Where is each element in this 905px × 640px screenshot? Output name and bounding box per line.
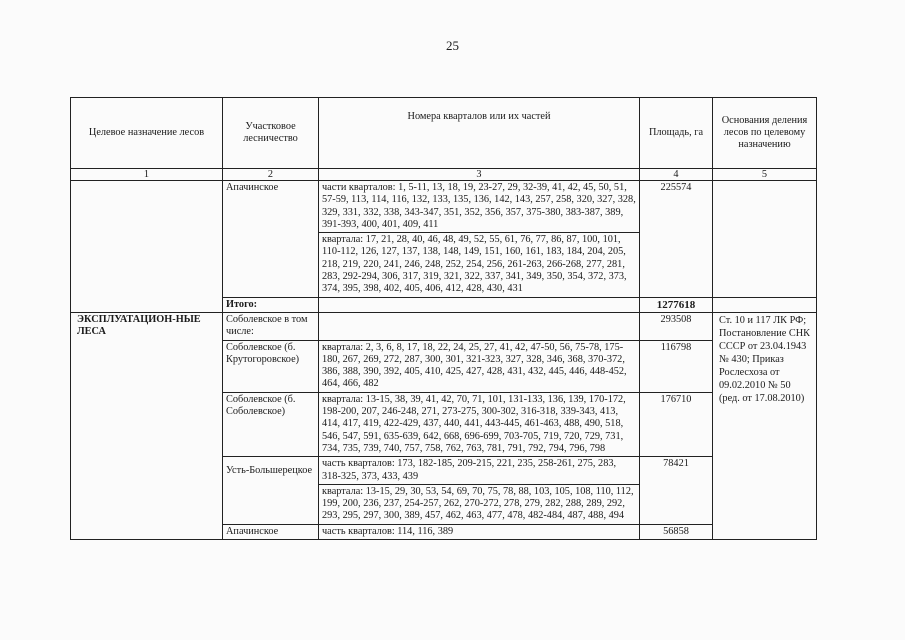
quarters-cell: квартала: 2, 3, 6, 8, 17, 18, 22, 24, 25, 27, 41, 42, 47-50, 56, 75-78, 175-180, 267, 269, 272, 287, 300, 301, 321-323, 327, 328, 346, 368, 370-372, 386, 388, 390, 392, 405, 410, 425, 427, 428, 431, 432, 445, 446, 448-452, 464, 466, 482 [319,340,640,392]
district-cell: Соболевское (б. Крутогоровское) [223,340,319,392]
area-cell: 56858 [640,524,713,539]
header-purpose: Целевое назначение лесов [71,98,223,169]
area-cell: 293508 [640,312,713,340]
quarters-cell: части кварталов: 1, 5-11, 13, 18, 19, 23-27, 29, 32-39, 41, 42, 45, 50, 51, 57-59, 113, 114, 116, 132, 133, 135, 136, 142, 143, 257, 258, 320, 327, 328, 329, 331, 332, 338, 343-347, 351, 352, 356, 357, 375-380, 383-387, 389, 391-393, 400, 401, 409, 411 [319,181,640,233]
column-number: 4 [640,169,713,181]
quarters-cell: квартала: 13-15, 29, 30, 53, 54, 69, 70, 75, 78, 88, 103, 105, 108, 110, 112, 199, 200, 236, 237, 254-257, 262, 270-272, 278, 279, 282, 288, 289, 292, 293, 295, 297, 300, 389, 457, 462, 463, 477, 478, 482-484, 487, 488, 494 [319,484,640,524]
basis-cell: Ст. 10 и 117 ЛК РФ; Постановление СНК СССР от 23.04.1943 № 430; Приказ Рослесхоза от 09.02.2010 № 50 (ред. от 17.08.2010) [713,312,817,539]
table-row [71,312,817,340]
quarters-cell: часть кварталов: 173, 182-185, 209-215, 221, 235, 258-261, 275, 283, 318-325, 373, 433, 439 [319,457,640,485]
column-number: 3 [319,169,640,181]
total-label: Итого: [223,297,319,312]
district-cell: Соболевское (б. Соболевское) [223,392,319,456]
header-area: Площадь, га [640,98,713,169]
column-number: 1 [71,169,223,181]
column-number: 5 [713,169,817,181]
purpose-cell: ЭКСПЛУАТАЦИОН-НЫЕ ЛЕСА [71,312,223,539]
basis-cell-empty [713,181,817,298]
quarters-cell: часть кварталов: 114, 116, 389 [319,524,640,539]
quarters-cell: квартала: 17, 21, 28, 40, 46, 48, 49, 52, 55, 61, 76, 77, 86, 87, 100, 101, 110-112, 126, 127, 137, 138, 148, 149, 151, 160, 161, 183, 184, 204, 205, 218, 219, 220, 241, 246, 248, 252, 254, 256, 261-263, 266-268, 277, 281, 283, 292-294, 306, 317, 319, 321, 322, 337, 341, 349, 350, 354, 372, 373, 374, 395, 398, 402, 405, 406, 412, 428, 430, 431 [319,233,640,297]
area-cell: 78421 [640,457,713,524]
page-number: 25 [446,38,459,53]
column-numbers-row [71,169,817,181]
district-cell: Апачинское [223,524,319,539]
district-cell: Соболевское в том числе: [223,312,319,340]
quarters-cell-empty [319,312,640,340]
basis-cell-empty [713,297,817,312]
header-basis: Основания деления лесов по целевому назначению [713,98,817,169]
quarters-cell-empty [319,297,640,312]
header-row [71,98,817,169]
area-cell: 116798 [640,340,713,392]
column-number: 2 [223,169,319,181]
district-cell: Усть-Большерецкое [223,457,319,524]
purpose-cell-empty [71,181,223,313]
header-quarters: Номера кварталов или их частей [319,98,640,169]
total-value: 1277618 [640,297,713,312]
header-district: Участковое лесничество [223,98,319,169]
table-row [71,181,817,233]
area-cell: 225574 [640,181,713,298]
district-cell: Апачинское [223,181,319,298]
area-cell: 176710 [640,392,713,456]
quarters-cell: квартала: 13-15, 38, 39, 41, 42, 70, 71, 101, 131-133, 136, 139, 170-172, 198-200, 207, 246-248, 271, 273-275, 300-302, 316-318, 339-343, 413, 414, 417, 419, 422-429, 437, 440, 441, 443-445, 461-463, 488, 490, 518, 546, 547, 591, 635-639, 642, 668, 696-699, 703-705, 719, 720, 729, 731, 734, 735, 739, 740, 757, 758, 762, 763, 781, 791, 792, 794, 796, 798 [319,392,640,456]
forest-purpose-table [70,97,817,540]
